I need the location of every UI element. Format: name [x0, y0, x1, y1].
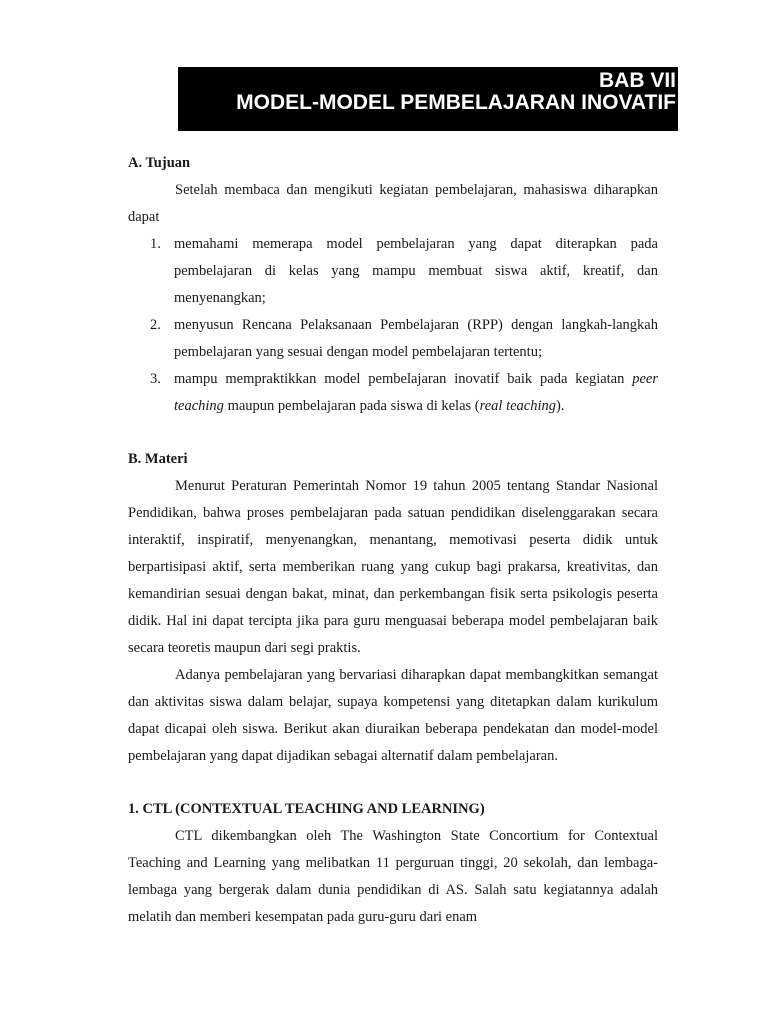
document-body	[128, 150, 658, 931]
italic-term-peer-teaching: peer teaching	[174, 371, 658, 414]
ctl-paragraph: CTL dikembangkan oleh The Washington State Concortium for Contextual Teaching and Learning yang melibatkan 11 perguruan tinggi, 20 sekolah, dan lembaga-lembaga yang bergerak dalam dunia pendidikan di AS. Salah satu kegiatannya adalah melatih dan memberi kesempatan pada guru-guru dari enam	[128, 828, 658, 925]
list-item-number: 2.	[150, 317, 161, 333]
materi-paragraph: Adanya pembelajaran yang bervariasi diharapkan dapat membangkitkan semangat dan aktivitas siswa dalam belajar, supaya kompetensi yang ditetapkan dalam kurikulum dapat dicapai oleh siswa. Berikut akan diuraikan beberapa pendekatan dan model-model pembelajaran yang dapat dijadikan sebagai alternatif dalam pembelajaran.	[128, 667, 658, 764]
chapter-title: MODEL-MODEL PEMBELAJARAN INOVATIF	[236, 91, 676, 114]
list-item-number: 1.	[150, 236, 161, 252]
section-heading-materi: B. Materi	[128, 451, 188, 467]
section-heading-ctl: 1. CTL (CONTEXTUAL TEACHING AND LEARNING)	[128, 801, 485, 817]
list-item-text	[174, 371, 658, 414]
chapter-number: BAB VII	[598, 69, 676, 92]
list-item	[128, 312, 658, 366]
section-heading-tujuan: A. Tujuan	[128, 155, 191, 171]
list-text-part: mampu mempraktikkan model pembelajaran inovatif baik pada kegiatan	[174, 371, 633, 387]
list-text-part: maupun pembelajaran pada siswa di kelas (	[223, 398, 480, 414]
list-text-part: ).	[556, 398, 565, 414]
list-item	[128, 366, 658, 420]
list-item-number: 3.	[150, 371, 161, 387]
tujuan-list	[128, 231, 658, 420]
materi-paragraph: Menurut Peraturan Pemerintah Nomor 19 tahun 2005 tentang Standar Nasional Pendidikan, bahwa proses pembelajaran pada satuan pendidikan diselenggarakan secara interaktif, inspiratif, menyenangkan, menantang, memotivasi peserta didik untuk berpartisipasi aktif, serta memberikan ruang yang cukup bagi prakarsa, kreativitas, dan kemandirian sesuai dengan bakat, minat, dan perkembangan fisik serta psikologis peserta didik. Hal ini dapat tercipta jika para guru menguasai beberapa model pembelajaran baik secara teoretis maupun dari segi praktis.	[128, 478, 658, 656]
italic-term-real-teaching: real teaching	[479, 398, 556, 414]
list-item-text: menyusun Rencana Pelaksanaan Pembelajaran (RPP) dengan langkah-langkah pembelajaran yang sesuai dengan model pembelajaran tertentu;	[174, 317, 658, 360]
list-item-text: memahami memerapa model pembelajaran yang dapat diterapkan pada pembelajaran di kelas yang mampu membuat siswa aktif, kreatif, dan menyenangkan;	[174, 236, 658, 306]
chapter-header	[178, 67, 678, 131]
list-item	[128, 231, 658, 312]
tujuan-intro: Setelah membaca dan mengikuti kegiatan pembelajaran, mahasiswa diharapkan dapat	[128, 182, 658, 225]
